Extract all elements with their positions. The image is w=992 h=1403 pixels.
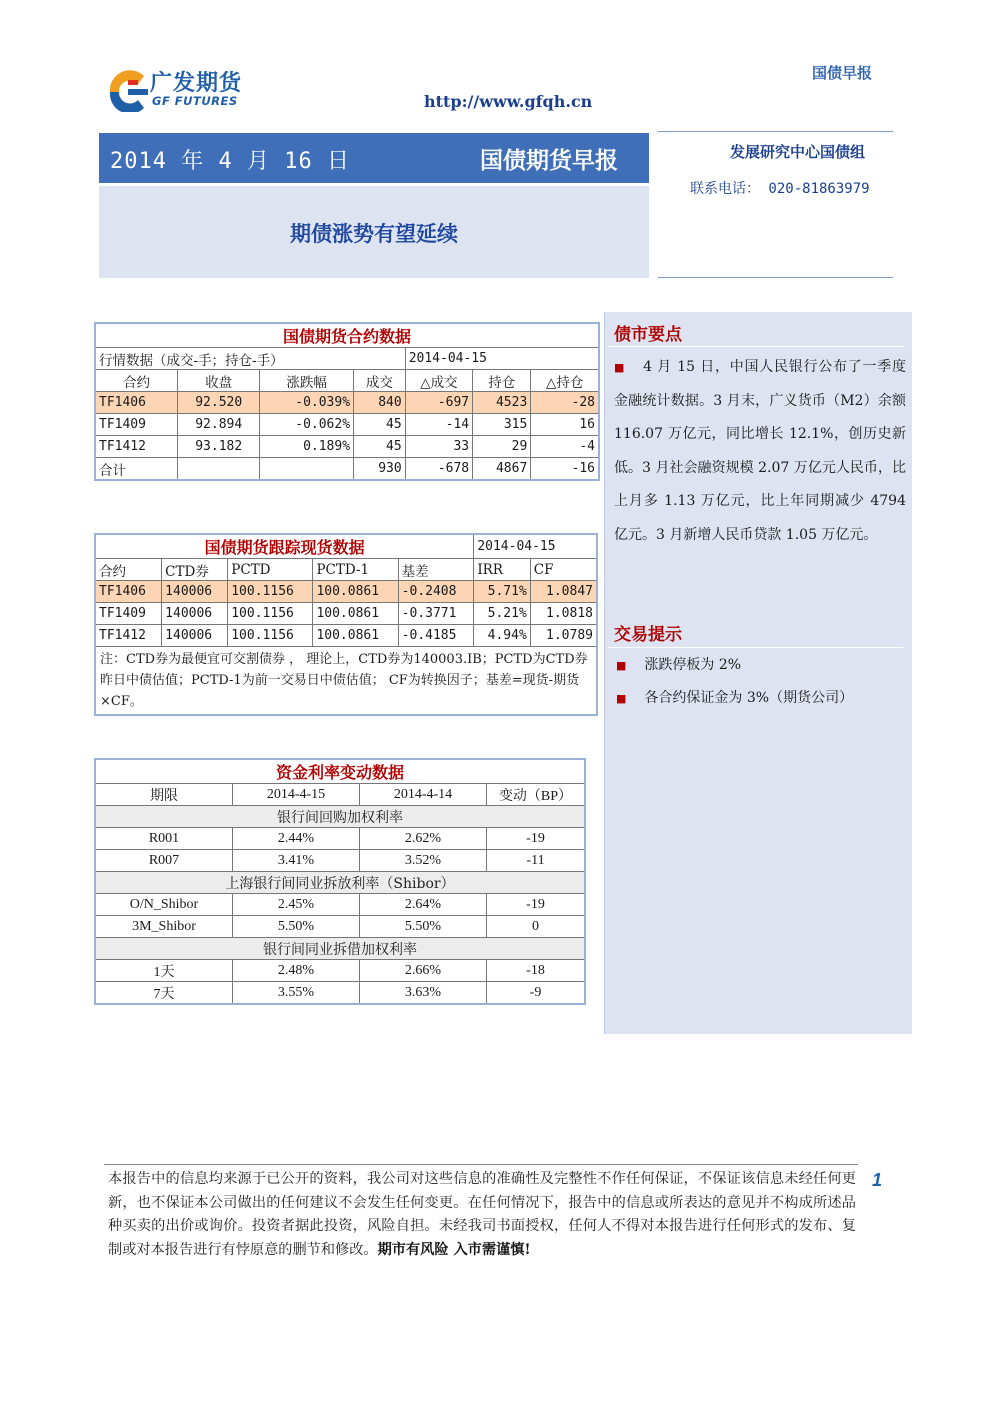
- table-row: [95, 916, 585, 938]
- table-cell: -678: [405, 458, 472, 481]
- table-row: [95, 414, 599, 436]
- table-cell: 140006: [162, 625, 228, 647]
- table-cell: O/N_Shibor: [95, 894, 233, 916]
- table-cell: TF1412: [95, 436, 178, 458]
- column-header: PCTD-1: [313, 559, 398, 581]
- table-title: 资金利率变动数据: [95, 759, 585, 784]
- table-cell: -19: [487, 894, 586, 916]
- table-cell: -11: [487, 850, 586, 872]
- table-row: [95, 894, 585, 916]
- table-cell: 92.520: [178, 392, 260, 414]
- table-cell: [260, 458, 354, 481]
- table-cell: 4.94%: [474, 625, 530, 647]
- table-cell: 315: [473, 414, 531, 436]
- table-cell: 3.41%: [233, 850, 360, 872]
- table-cell: 3.63%: [360, 982, 487, 1005]
- column-header: 涨跌幅: [260, 370, 354, 392]
- table-row: [95, 392, 599, 414]
- table-cell: 140006: [162, 581, 228, 603]
- table-cell: 100.1156: [228, 603, 313, 625]
- table-cell: -18: [487, 960, 586, 982]
- table-cell: 92.894: [178, 414, 260, 436]
- table-cell: 100.0861: [313, 625, 398, 647]
- table-cell: 100.0861: [313, 603, 398, 625]
- table-cell: 33: [405, 436, 472, 458]
- tip-text: 各合约保证金为 3%（期货公司）: [644, 690, 854, 706]
- table-cell: 840: [354, 392, 406, 414]
- table-row: [95, 982, 585, 1005]
- table-cell: 0.189%: [260, 436, 354, 458]
- table-cell: 3M_Shibor: [95, 916, 233, 938]
- table-cell: -0.4185: [398, 625, 474, 647]
- table-cell: 5.50%: [360, 916, 487, 938]
- table-row: [95, 625, 597, 647]
- column-header: 变动（BP）: [487, 784, 586, 806]
- table-cell: R001: [95, 828, 233, 850]
- table-header-row: [95, 559, 597, 581]
- divider: [104, 1164, 858, 1165]
- table-cell: 3.55%: [233, 982, 360, 1005]
- disclaimer: [108, 1168, 856, 1262]
- table-cell: 合计: [95, 458, 178, 481]
- table-cell: 4523: [473, 392, 531, 414]
- table-row: [95, 436, 599, 458]
- column-header: △持仓: [531, 370, 599, 392]
- table-row: [95, 960, 585, 982]
- column-header: 2014-4-15: [233, 784, 360, 806]
- table-cell: R007: [95, 850, 233, 872]
- table-cell: 45: [354, 414, 406, 436]
- column-header: IRR: [474, 559, 530, 581]
- table-cell: 29: [473, 436, 531, 458]
- table-cell: 1.0847: [530, 581, 597, 603]
- department-name: 发展研究中心国债组: [730, 143, 866, 161]
- market-points-text: [614, 351, 906, 552]
- table-cell: -0.2408: [398, 581, 474, 603]
- table-cell: 2.66%: [360, 960, 487, 982]
- report-headline: 期债涨势有望延续: [290, 221, 458, 246]
- table-cell: 100.1156: [228, 581, 313, 603]
- table-cell: -0.062%: [260, 414, 354, 436]
- column-header: CTD券: [162, 559, 228, 581]
- money-rate-table: [94, 758, 586, 1005]
- column-header: 收盘: [178, 370, 260, 392]
- table-section-row: [95, 806, 585, 828]
- table-cell: -697: [405, 392, 472, 414]
- table-cell: 7天: [95, 982, 233, 1005]
- column-header: △成交: [405, 370, 472, 392]
- square-bullet-icon: ■: [614, 361, 626, 374]
- table-cell: -0.039%: [260, 392, 354, 414]
- tip-text: 涨跌停板为 2%: [644, 657, 742, 673]
- table-cell: 16: [531, 414, 599, 436]
- table-cell: 140006: [162, 603, 228, 625]
- table-section-row: [95, 872, 585, 894]
- column-header: 基差: [398, 559, 474, 581]
- report-type-label: 国债早报: [812, 64, 873, 82]
- section-title: 银行间回购加权利率: [95, 806, 585, 828]
- table-title: 国债期货跟踪现货数据: [95, 534, 474, 559]
- column-header: 2014-4-14: [360, 784, 487, 806]
- column-header: 合约: [95, 370, 178, 392]
- logo-text-en: GF FUTURES: [152, 94, 238, 108]
- risk-warning: 期市有风险 入市需谨慎!: [377, 1241, 531, 1258]
- website-link[interactable]: http://www.gfqh.cn: [424, 92, 593, 111]
- table-title: 国债期货合约数据: [95, 323, 599, 348]
- table-cell: 3.52%: [360, 850, 487, 872]
- table-row: [95, 603, 597, 625]
- column-header: 持仓: [473, 370, 531, 392]
- table-row: [95, 828, 585, 850]
- table-cell: 1.0818: [530, 603, 597, 625]
- table-cell: 5.50%: [233, 916, 360, 938]
- column-header: PCTD: [228, 559, 313, 581]
- table-cell: 1天: [95, 960, 233, 982]
- table-cell: -16: [531, 458, 599, 481]
- table-cell: TF1409: [95, 414, 178, 436]
- column-header: 合约: [95, 559, 162, 581]
- table-meta-label: 行情数据（成交-手；持仓-手）: [95, 348, 405, 370]
- table-row: [95, 850, 585, 872]
- table-cell: -4: [531, 436, 599, 458]
- divider: [608, 346, 904, 347]
- table-total-row: [95, 458, 599, 481]
- table-section-row: [95, 938, 585, 960]
- table-cell: 2.48%: [233, 960, 360, 982]
- contact-phone: 联系电话： 020-81863979: [690, 181, 870, 197]
- table-cell: 930: [354, 458, 406, 481]
- column-header: CF: [530, 559, 597, 581]
- table-cell: 5.21%: [474, 603, 530, 625]
- list-item: [616, 687, 853, 707]
- column-header: 成交: [354, 370, 406, 392]
- table-cell: 1.0789: [530, 625, 597, 647]
- table-cell: 0: [487, 916, 586, 938]
- table-cell: -14: [405, 414, 472, 436]
- table-cell: 2.62%: [360, 828, 487, 850]
- table-row: [95, 581, 597, 603]
- table-cell: 100.0861: [313, 581, 398, 603]
- table-cell: -28: [531, 392, 599, 414]
- table-cell: TF1412: [95, 625, 162, 647]
- column-header: 期限: [95, 784, 233, 806]
- logo-text-cn: 广发期货: [150, 71, 243, 96]
- square-bullet-icon: ■: [616, 659, 627, 672]
- table-cell: 5.71%: [474, 581, 530, 603]
- table-cell: TF1409: [95, 603, 162, 625]
- disclaimer-text: 本报告中的信息均来源于已公开的资料，我公司对这些信息的准确性及完整性不作任何保证，不保证该信息未经任何更新，也不保证本公司做出的任何建议不会发生任何变更。在任何情况下，报告中的信息或所表达的意见并不构成所述品种买卖的出价或询价。投资者据此投资，风险自担。未经我司书面授权，任何人不得对本报告进行任何形式的发布、复制或对本报告进行有悖原意的删节和修改。: [108, 1171, 856, 1258]
- table-cell: -19: [487, 828, 586, 850]
- table-cell: 93.182: [178, 436, 260, 458]
- table-note: 注：CTD券为最便宜可交割债券 ， 理论上，CTD券为140003.IB；PCTD为CTD券昨日中债估值；PCTD-1为前一交易日中债估值； CF为转换因子；基差=现货-期货×CF。: [95, 647, 597, 716]
- logo-mark-icon: [110, 70, 148, 112]
- table-cell: 2.64%: [360, 894, 487, 916]
- table-header-row: [95, 370, 599, 392]
- divider: [608, 647, 904, 648]
- table-cell: [178, 458, 260, 481]
- market-points-body: 4 月 15 日，中国人民银行公布了一季度金融统计数据。3 月末，广义货币（M2）余额 116.07 万亿元，同比增长 12.1%，创历史新低。3 月社会融资规模 2.07 万亿元人民币，比上月多 1.13 万亿元，比上年同期减少 4794 亿元。3 月新增人民币贷款 1.05 万亿元。: [614, 359, 906, 543]
- table-cell: TF1406: [95, 581, 162, 603]
- table-cell: 45: [354, 436, 406, 458]
- table-cell: 4867: [473, 458, 531, 481]
- table-cell: 2.45%: [233, 894, 360, 916]
- section-title-trading-tips: 交易提示: [614, 625, 682, 645]
- table-meta-date: 2014-04-15: [474, 534, 597, 559]
- table-cell: 2.44%: [233, 828, 360, 850]
- section-title: 上海银行间同业拆放利率（Shibor）: [95, 872, 585, 894]
- table-cell: -9: [487, 982, 586, 1005]
- square-bullet-icon: ■: [616, 692, 627, 705]
- table-meta-date: 2014-04-15: [405, 348, 599, 370]
- table-header-row: [95, 784, 585, 806]
- page-number: 1: [872, 1170, 883, 1190]
- contract-data-table: [94, 322, 600, 481]
- table-cell: 100.1156: [228, 625, 313, 647]
- divider: [658, 131, 893, 132]
- list-item: [616, 654, 741, 674]
- section-title-market-points: 债市要点: [614, 325, 682, 345]
- section-title: 银行间同业拆借加权利率: [95, 938, 585, 960]
- table-cell: TF1406: [95, 392, 178, 414]
- spot-tracking-table: [94, 533, 598, 716]
- report-date: 2014 年 4 月 16 日: [110, 149, 350, 174]
- table-cell: -0.3771: [398, 603, 474, 625]
- divider: [658, 277, 893, 278]
- report-title: 国债期货早报: [480, 147, 618, 174]
